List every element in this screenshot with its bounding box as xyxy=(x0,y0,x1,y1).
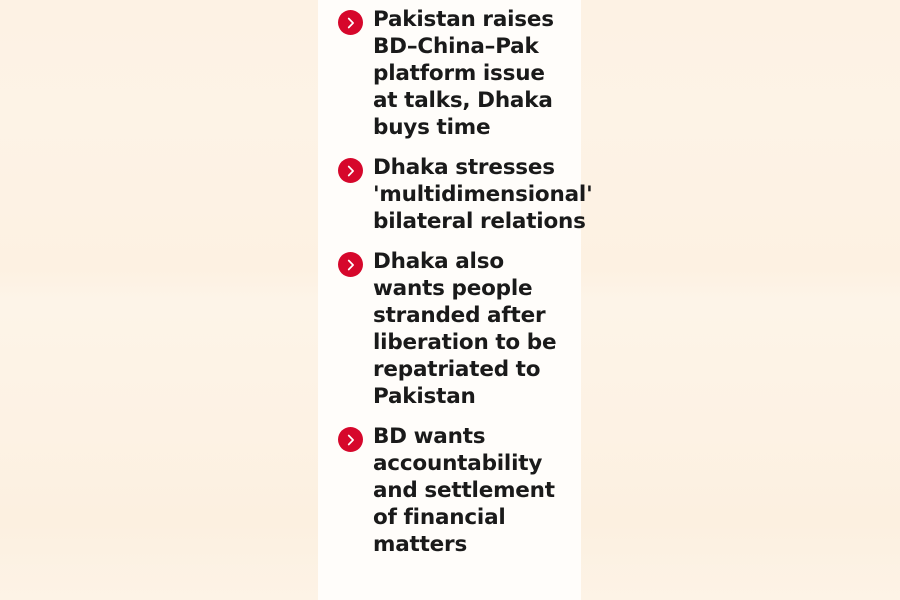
chevron-right-circle-icon xyxy=(338,427,363,452)
list-item-text: Pakistan raises BD–China–Pak platform issue at talks, Dhaka buys time xyxy=(373,7,554,140)
chevron-right-circle-icon xyxy=(338,10,363,35)
list-item-text: BD wants accountability and settlement of financial matters xyxy=(373,424,555,557)
chevron-right-circle-icon xyxy=(338,158,363,183)
list-item xyxy=(338,154,593,235)
list-item xyxy=(338,423,573,558)
list-item xyxy=(338,248,573,410)
highlights-list xyxy=(338,6,593,571)
chevron-right-circle-icon xyxy=(338,252,363,277)
list-item xyxy=(338,6,573,141)
list-item-text: Dhaka stresses 'multidimensional' bilateral relations xyxy=(373,155,593,234)
list-item-text: Dhaka also wants people stranded after liberation to be repatriated to Pakistan xyxy=(373,249,557,409)
content-column xyxy=(318,0,593,600)
